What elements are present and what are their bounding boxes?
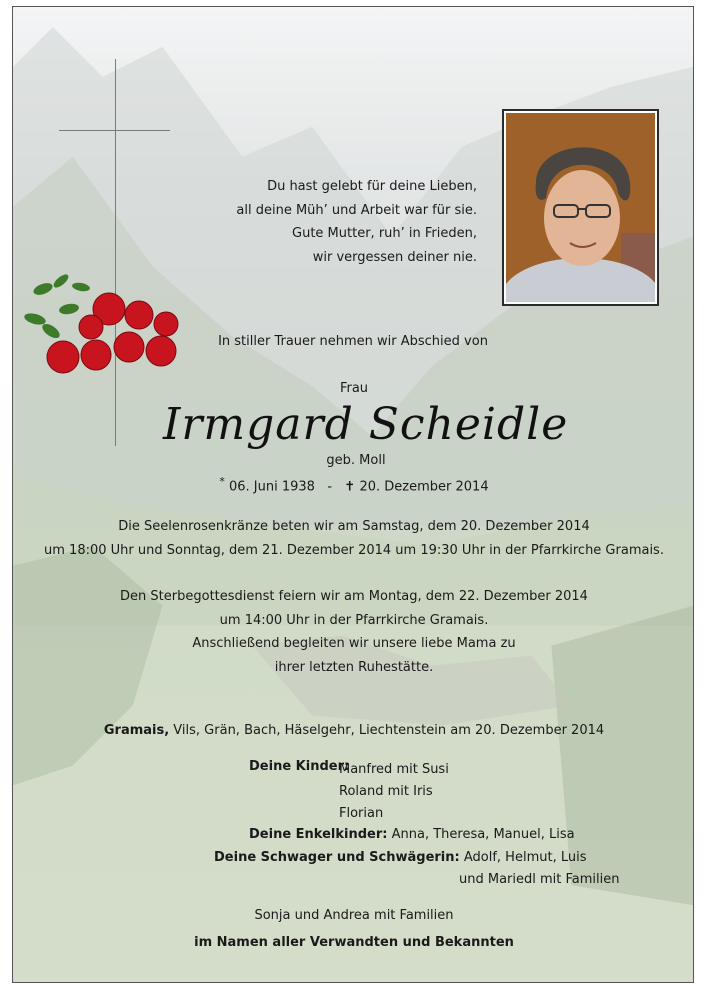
funeral-line: ihrer letzten Ruhestätte. — [274, 659, 434, 675]
grandchildren-label: Deine Enkelkinder: — [249, 827, 388, 842]
children-list — [339, 759, 449, 825]
inlaws-line-2: und Mariedl mit Familien — [459, 872, 620, 887]
poem-line: Gute Mutter, ruh’ in Frieden, — [292, 226, 477, 241]
birth-date: 06. Juni 1938 — [228, 479, 315, 495]
rosary-line: um 18:00 Uhr und Sonntag, dem 21. Dezember 2014 um 19:30 Uhr in der Pfarrkirche Gramais. — [44, 542, 664, 558]
cross-horizontal-line — [59, 130, 170, 131]
child: Roland mit Iris — [339, 784, 433, 799]
poem-line: wir vergessen deiner nie. — [312, 249, 477, 265]
closing: im Namen aller Verwandten und Bekannten — [194, 935, 514, 950]
cross-vertical-line — [115, 59, 116, 446]
birth-symbol: * — [219, 475, 225, 488]
funeral-line: Den Sterbegottesdienst feiern wir am Montag, dem 22. Dezember 2014 — [120, 589, 588, 604]
funeral-line: Anschließend begleiten wir unsere liebe Mama zu — [192, 636, 516, 651]
portrait-photo — [502, 109, 659, 306]
others: Sonja und Andrea mit Familien — [254, 908, 454, 923]
poem — [236, 175, 477, 269]
funeral-line: um 14:00 Uhr in der Pfarrkirche Gramais. — [219, 612, 489, 628]
deceased-name: Irmgard Scheidle — [163, 399, 569, 450]
child: Manfred mit Susi — [339, 762, 449, 777]
salutation: Frau — [339, 381, 369, 396]
death-symbol: ✝ — [344, 479, 356, 495]
children-label: Deine Kinder: — [249, 759, 350, 774]
inlaws: Adolf, Helmut, Luis — [463, 850, 587, 865]
child: Florian — [339, 806, 384, 821]
roses-icon — [21, 269, 186, 384]
maiden-name: geb. Moll — [326, 453, 386, 468]
place-bold: Gramais, — [103, 723, 170, 738]
grandchildren-row — [249, 827, 575, 843]
poem-line: all deine Müh’ und Arbeit war für sie. — [236, 202, 477, 218]
funeral-text — [120, 585, 588, 679]
rosary-text — [44, 515, 664, 562]
life-dates — [219, 474, 488, 495]
inlaws-label: Deine Schwager und Schwägerin: — [214, 850, 460, 865]
inlaws-row — [214, 850, 586, 866]
portrait-image — [506, 113, 655, 302]
intro-text: In stiller Trauer nehmen wir Abschied von — [218, 334, 488, 349]
rosary-line: Die Seelenrosenkränze beten wir am Samstag, dem 20. Dezember 2014 — [118, 519, 590, 534]
place-rest: Vils, Grän, Bach, Häselgehr, Liechtenstein am 20. Dezember 2014 — [169, 723, 605, 738]
place-date — [104, 723, 604, 739]
date-separator: - — [327, 479, 333, 495]
grandchildren: Anna, Theresa, Manuel, Lisa — [391, 827, 575, 842]
poem-line: Du hast gelebt für deine Lieben, — [267, 179, 477, 194]
death-date: 20. Dezember 2014 — [359, 479, 489, 495]
obituary-card — [12, 6, 694, 983]
